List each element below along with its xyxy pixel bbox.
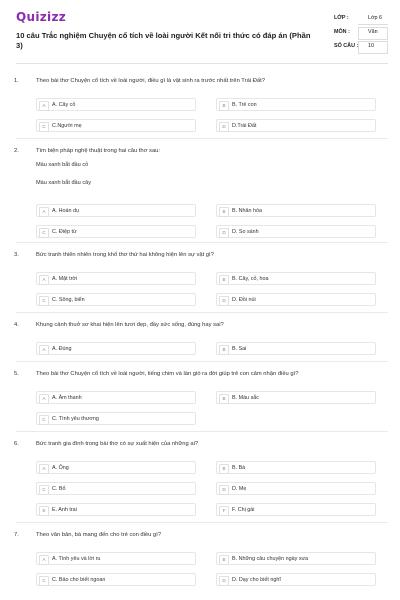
option-text: B. Cây, cỏ, hoa [232,275,269,282]
answer-option-d[interactable] [216,225,376,238]
option-letter-box: A [39,207,49,217]
answer-option-d[interactable] [216,293,376,306]
answer-option-c[interactable] [36,412,196,425]
option-text: A. Ông [52,464,69,471]
worksheet-header [0,0,400,62]
worksheet-title: 10 câu Trắc nghiệm Chuyện cổ tích về loài người Kết nối tri thức có đáp án (Phần 3) [16,31,311,50]
question-text: Theo văn bản, bà mang đến cho trẻ con điều gì? [36,532,162,538]
question-text: Theo bài thơ Chuyện cổ tích về loài người, tiếng chim và làn gió ra đời giúp trẻ con cảm nhận điều gì? [36,371,299,377]
option-text: B. Trẻ con [232,101,257,108]
answer-option-b[interactable] [216,204,376,217]
option-text: B. Nhân hóa [232,207,262,214]
answer-option-d[interactable] [216,482,376,495]
answer-option-a[interactable] [36,552,196,565]
option-letter-box: D [219,485,229,495]
meta-subject-value: Văn [368,29,378,35]
option-letter-box: B [219,101,229,111]
question-divider [16,431,388,432]
meta-grade-label: LỚP : [334,15,349,21]
option-letter-box: A [39,275,49,285]
option-letter-box: C [39,576,49,586]
question-number: 1. [14,78,19,84]
question-divider [16,138,388,139]
question-quote-line: Màu xanh bắt đầu cỏ [36,162,89,168]
option-text: D. So sánh [232,228,259,235]
answer-option-b[interactable] [216,272,376,285]
option-text: D. Mẹ [232,485,247,492]
option-letter-box: A [39,555,49,565]
meta-subject [330,26,388,40]
question-number: 2. [14,148,19,154]
option-text: C.Người mẹ [52,122,82,129]
answer-option-b[interactable] [216,461,376,474]
option-text: E. Anh trai [52,506,77,513]
option-letter-box: E [39,506,49,516]
option-text: B. Bà [232,464,246,471]
option-letter-box: D [219,296,229,306]
question-text: Bức tranh thiên nhiên trong khổ thơ thứ hai không hiện lên sự vật gì? [36,252,214,258]
option-letter-box: A [39,345,49,355]
option-text: D. Dạy cho biết nghĩ [232,576,281,583]
option-text: A. Hoán dụ [52,207,79,214]
question-text: Tìm biện pháp nghệ thuật trong hai câu thơ sau: [36,148,161,154]
option-letter-box: B [219,555,229,565]
answer-option-d[interactable] [216,119,376,132]
answer-option-c[interactable] [36,293,196,306]
option-text: D. Đồi núi [232,296,256,303]
option-letter-box: B [219,345,229,355]
answer-option-d[interactable] [216,573,376,586]
meta-grade [330,12,388,26]
option-letter-box: D [219,122,229,132]
option-text: F. Chị gái [232,506,255,513]
worksheet-meta [330,12,388,54]
option-letter-box: C [39,415,49,425]
option-text: C. Tình yêu thương [52,415,99,422]
option-text: B. Màu sắc [232,394,259,401]
option-text: A. Tình yêu và lời ru [52,555,101,562]
question-divider [16,361,388,362]
meta-count [330,40,388,54]
answer-option-a[interactable] [36,342,196,355]
question-text: Khung cảnh thuở sơ khai hiện lên tươi đẹp, đầy sức sống, đúng hay sai? [36,322,224,328]
question-text: Bức tranh gia đình trong bài thơ có sự xuất hiện của những ai? [36,441,199,447]
answer-option-f[interactable] [216,503,376,516]
question-number: 5. [14,371,19,377]
question-text: Theo bài thơ Chuyện cổ tích về loài người, điều gì là vật sinh ra trước nhất trên Trái Đất? [36,78,265,84]
answer-option-b[interactable] [216,391,376,404]
answer-option-a[interactable] [36,461,196,474]
option-letter-box: D [219,228,229,238]
option-letter-box: B [219,275,229,285]
answer-option-c[interactable] [36,119,196,132]
question-number: 7. [14,532,19,538]
option-text: A. Mặt trời [52,275,78,282]
meta-grade-value: Lớp 6 [368,15,383,21]
option-letter-box: B [219,464,229,474]
option-text: B. Sai [232,345,247,352]
answer-option-b[interactable] [216,552,376,565]
option-text: A. Cây cỏ [52,101,76,108]
answer-option-b[interactable] [216,98,376,111]
answer-option-e[interactable] [36,503,196,516]
option-text: C. Điệp từ [52,228,77,235]
answer-option-c[interactable] [36,225,196,238]
question-number: 3. [14,252,19,258]
option-text: A. Đúng [52,345,72,352]
question-divider [16,522,388,523]
option-text: A. Âm thanh [52,394,82,401]
question-number: 6. [14,441,19,447]
answer-option-b[interactable] [216,342,376,355]
answer-option-a[interactable] [36,204,196,217]
option-letter-box: B [219,394,229,404]
option-letter-box: A [39,464,49,474]
option-letter-box: C [39,228,49,238]
option-text: C. Sông, biển [52,296,85,303]
option-letter-box: A [39,101,49,111]
answer-option-a[interactable] [36,98,196,111]
option-text: C. Bảo cho biết ngoan [52,576,106,583]
answer-option-c[interactable] [36,573,196,586]
meta-count-value: 10 [368,43,374,49]
answer-option-c[interactable] [36,482,196,495]
option-letter-box: A [39,394,49,404]
answer-option-a[interactable] [36,272,196,285]
option-text: D.Trái Đất [232,122,257,129]
answer-option-a[interactable] [36,391,196,404]
option-letter-box: B [219,207,229,217]
option-letter-box: D [219,576,229,586]
option-letter-box: C [39,485,49,495]
option-text: C. Bố [52,485,66,492]
question-quote-line: Màu xanh bắt đầu cây [36,180,92,186]
question-divider [16,242,388,243]
option-letter-box: C [39,122,49,132]
option-text: B. Những câu chuyện ngày xưa [232,555,309,562]
option-letter-box: C [39,296,49,306]
question-divider [16,312,388,313]
header-divider [16,63,388,64]
quizizz-logo: Quizizz [16,10,67,24]
meta-count-label: SỐ CÂU : [334,43,359,49]
question-number: 4. [14,322,19,328]
meta-subject-label: MÔN : [334,29,350,35]
option-letter-box: F [219,506,229,516]
